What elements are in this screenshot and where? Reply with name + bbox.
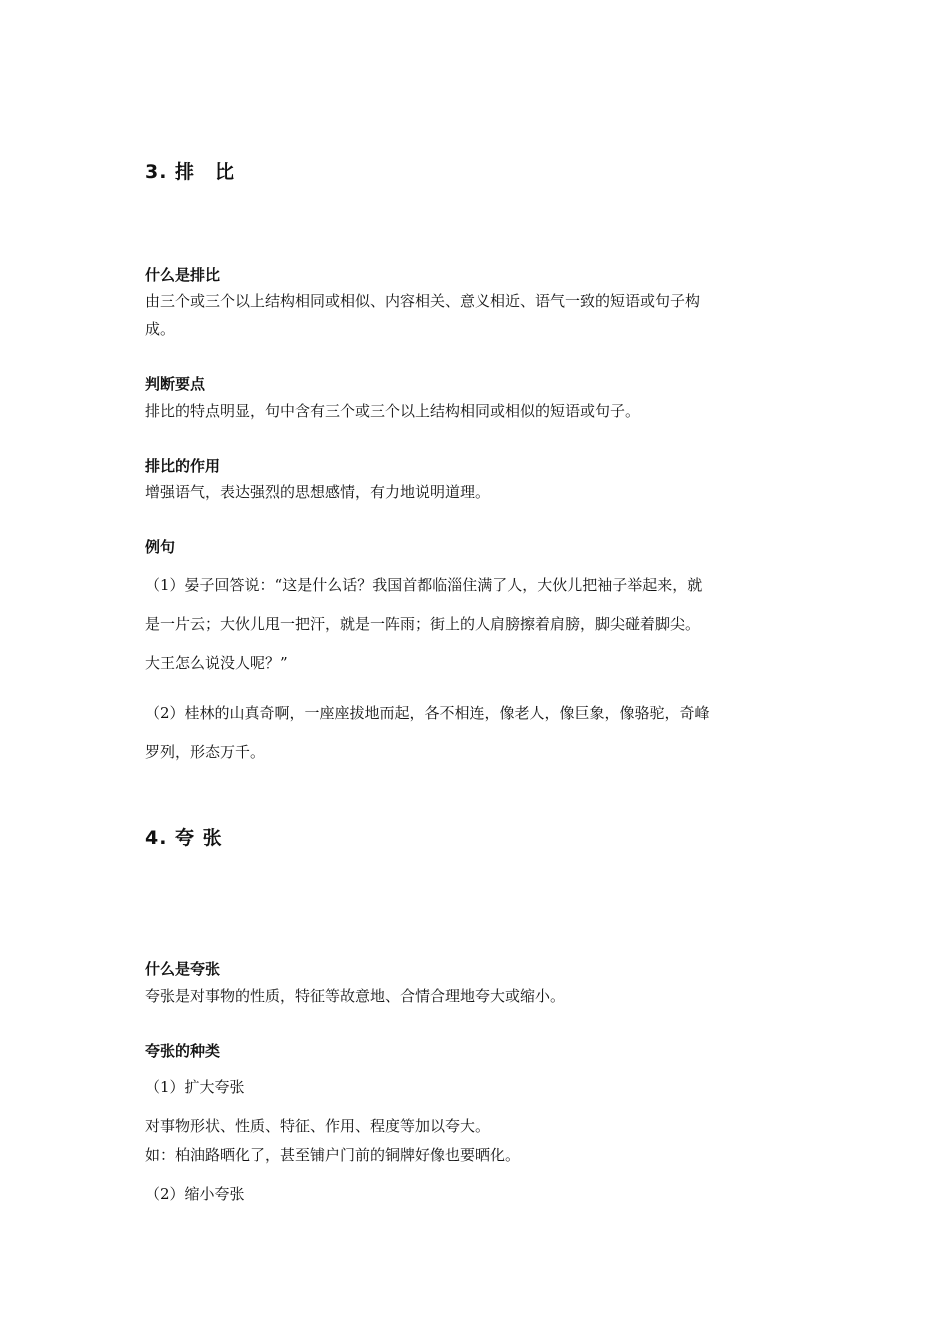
example-1-line-3: 大王怎么说没人呢？” xyxy=(145,654,288,672)
example-2-line-1: （2）桂林的山真奇啊，一座座拔地而起，各不相连，像老人，像巨象，像骆驼，奇峰 xyxy=(145,704,710,722)
hyperbole-definition-text: 夸张是对事物的性质，特征等故意地、合情合理地夸大或缩小。 xyxy=(145,987,566,1005)
kind-2-label: （2）缩小夸张 xyxy=(145,1185,245,1203)
judgement-heading: 判断要点 xyxy=(145,375,206,393)
section-4-title: 4. 夸 张 xyxy=(145,827,223,849)
hyperbole-definition-heading: 什么是夸张 xyxy=(145,960,221,978)
kind-1-description: 对事物形状、性质、特征、作用、程度等加以夸大。 xyxy=(145,1117,491,1135)
section-3-title: 3. 排 比 xyxy=(145,161,236,183)
hyperbole-kinds-heading: 夸张的种类 xyxy=(145,1042,221,1060)
definition-text-line-1: 由三个或三个以上结构相同或相似、内容相关、意义相近、语气一致的短语或句子构 xyxy=(145,292,701,310)
example-1-line-1: （1）晏子回答说：“这是什么话？我国首都临淄住满了人，大伙儿把袖子举起来，就 xyxy=(145,576,703,594)
examples-heading: 例句 xyxy=(145,538,176,556)
definition-text-line-2: 成。 xyxy=(145,320,176,338)
function-heading: 排比的作用 xyxy=(145,457,221,475)
example-2-line-2: 罗列，形态万千。 xyxy=(145,743,266,761)
kind-1-example: 如：柏油路晒化了，甚至铺户门前的铜牌好像也要晒化。 xyxy=(145,1146,521,1164)
example-1-line-2: 是一片云；大伙儿甩一把汗，就是一阵雨；街上的人肩膀擦着肩膀，脚尖碰着脚尖。 xyxy=(145,615,701,633)
definition-heading: 什么是排比 xyxy=(145,266,221,284)
judgement-text: 排比的特点明显，句中含有三个或三个以上结构相同或相似的短语或句子。 xyxy=(145,402,641,420)
function-text: 增强语气，表达强烈的思想感情，有力地说明道理。 xyxy=(145,483,491,501)
kind-1-label: （1）扩大夸张 xyxy=(145,1078,245,1096)
